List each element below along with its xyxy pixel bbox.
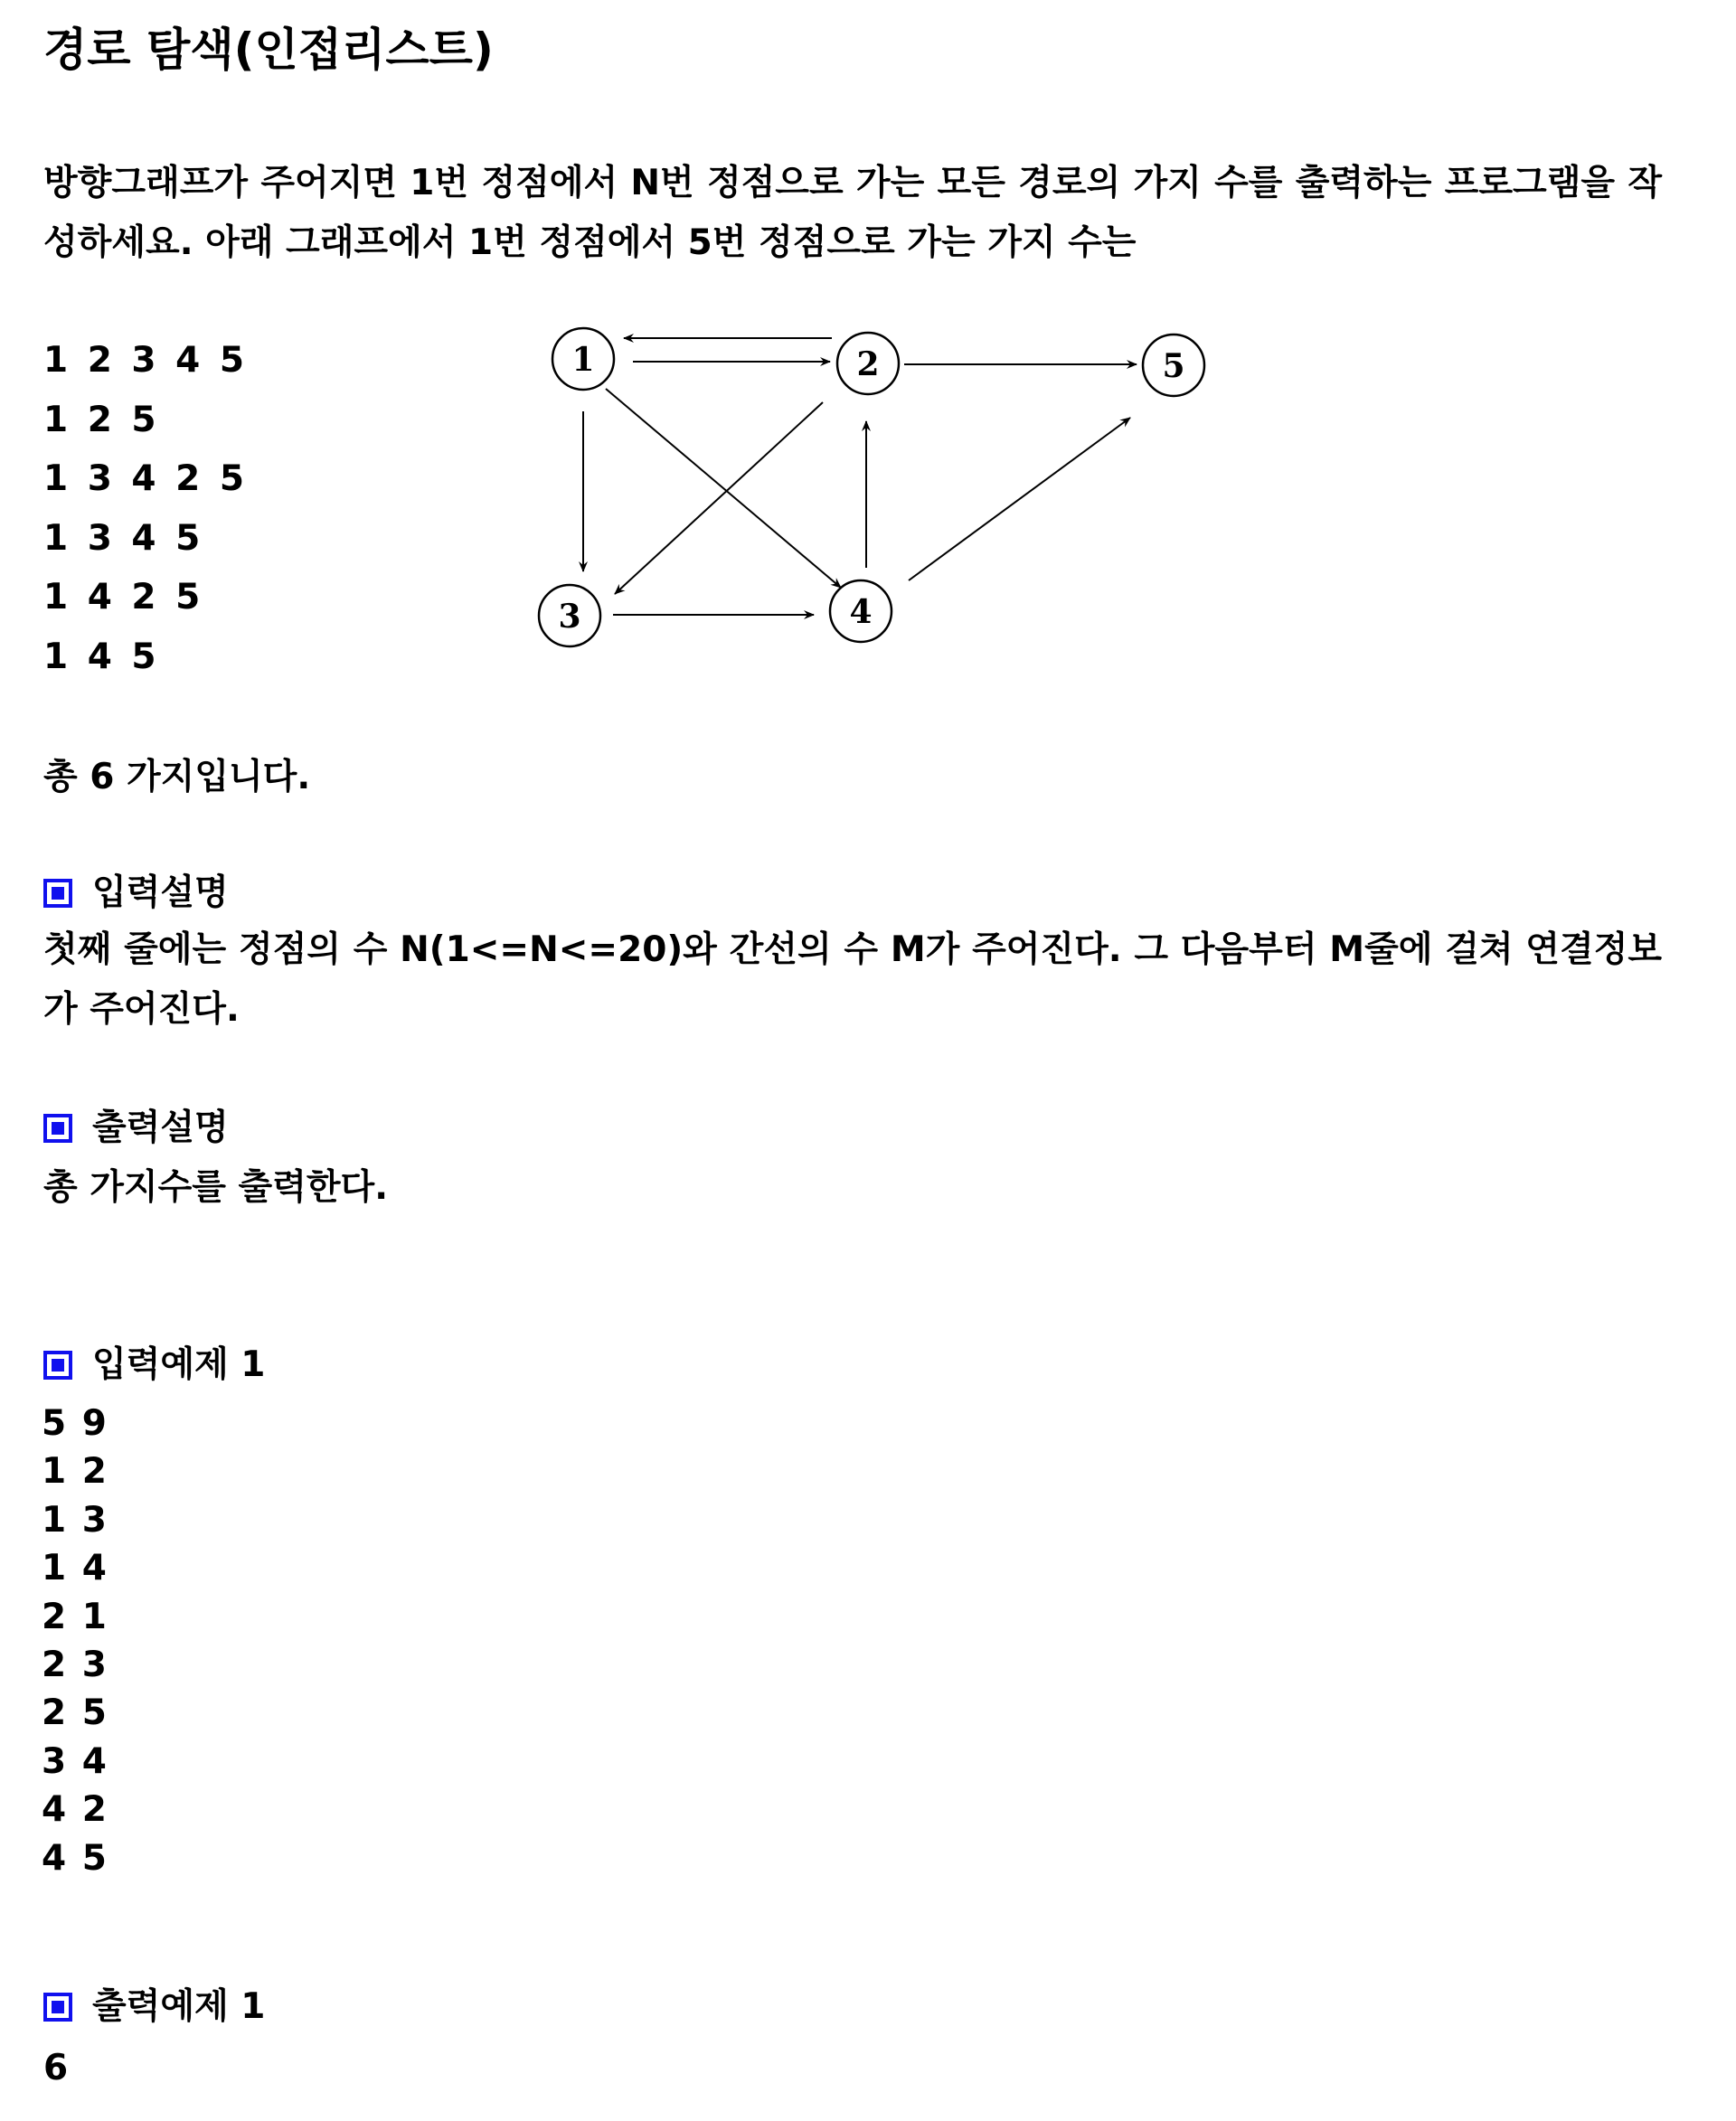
list-item: 1 2 5 <box>43 399 160 440</box>
list-item: 4 2 <box>42 1789 108 1831</box>
list-item: 1 2 <box>42 1451 108 1493</box>
page-title: 경로 탐색(인접리스트) <box>43 24 494 76</box>
path-list <box>43 331 248 686</box>
list-item: 1 3 4 2 5 <box>43 458 248 499</box>
problem-description: 방향그래프가 주어지면 1번 정점에서 N번 정점으로 가는 모든 경로의 가지 수를 출력하는 프로그램을 작성하세요. 아래 그래프에서 1번 정점에서 5번 정점으로 가는 가지 수는 <box>43 163 1662 263</box>
input-desc-heading-label: 입력설명 <box>92 872 229 913</box>
node-label-5: 5 <box>1162 347 1185 385</box>
list-item: 2 1 <box>42 1596 108 1637</box>
list-item: 1 3 <box>42 1499 108 1541</box>
total-count-text: 총 6 가지입니다. <box>43 757 311 797</box>
input-desc-text: 첫째 줄에는 정점의 수 N(1<=N<=20)와 간선의 수 M가 주어진다. 그 다음부터 M줄에 걸쳐 연결정보가 주어진다. <box>43 929 1662 1030</box>
list-item: 2 5 <box>42 1692 108 1734</box>
node-label-2: 2 <box>856 345 880 383</box>
list-item: 3 4 <box>42 1740 108 1782</box>
list-item: 4 5 <box>42 1837 108 1879</box>
node-label-4: 4 <box>849 593 873 631</box>
input-example-lines <box>42 1400 108 1882</box>
node-label-3: 3 <box>558 598 581 636</box>
square-bullet-icon <box>43 1114 72 1143</box>
square-bullet-icon <box>43 879 72 908</box>
output-desc-text: 총 가지수를 출력한다. <box>43 1167 389 1208</box>
output-example-heading-label: 출력예제 1 <box>92 1986 266 2027</box>
list-item: 5 9 <box>42 1403 108 1444</box>
edge-2-3 <box>615 402 823 594</box>
output-example-heading <box>43 1980 265 2034</box>
node-label-1: 1 <box>571 341 595 379</box>
square-bullet-icon <box>43 1993 72 2022</box>
input-desc-heading <box>43 866 229 920</box>
list-item: 1 4 2 5 <box>43 577 204 617</box>
directed-graph-diagram <box>506 298 1248 678</box>
output-desc-heading-label: 출력설명 <box>92 1108 229 1148</box>
input-example-heading <box>43 1338 265 1392</box>
list-item: 2 3 <box>42 1644 108 1685</box>
square-bullet-icon <box>43 1351 72 1380</box>
edge-4-5 <box>909 418 1130 580</box>
list-item: 1 4 5 <box>43 636 160 677</box>
list-item: 1 2 3 4 5 <box>43 340 248 381</box>
list-item: 1 3 4 5 <box>43 517 204 559</box>
output-example-value: 6 <box>43 2048 69 2088</box>
output-desc-heading <box>43 1101 229 1155</box>
list-item: 1 4 <box>42 1548 108 1589</box>
input-example-heading-label: 입력예제 1 <box>92 1344 266 1385</box>
